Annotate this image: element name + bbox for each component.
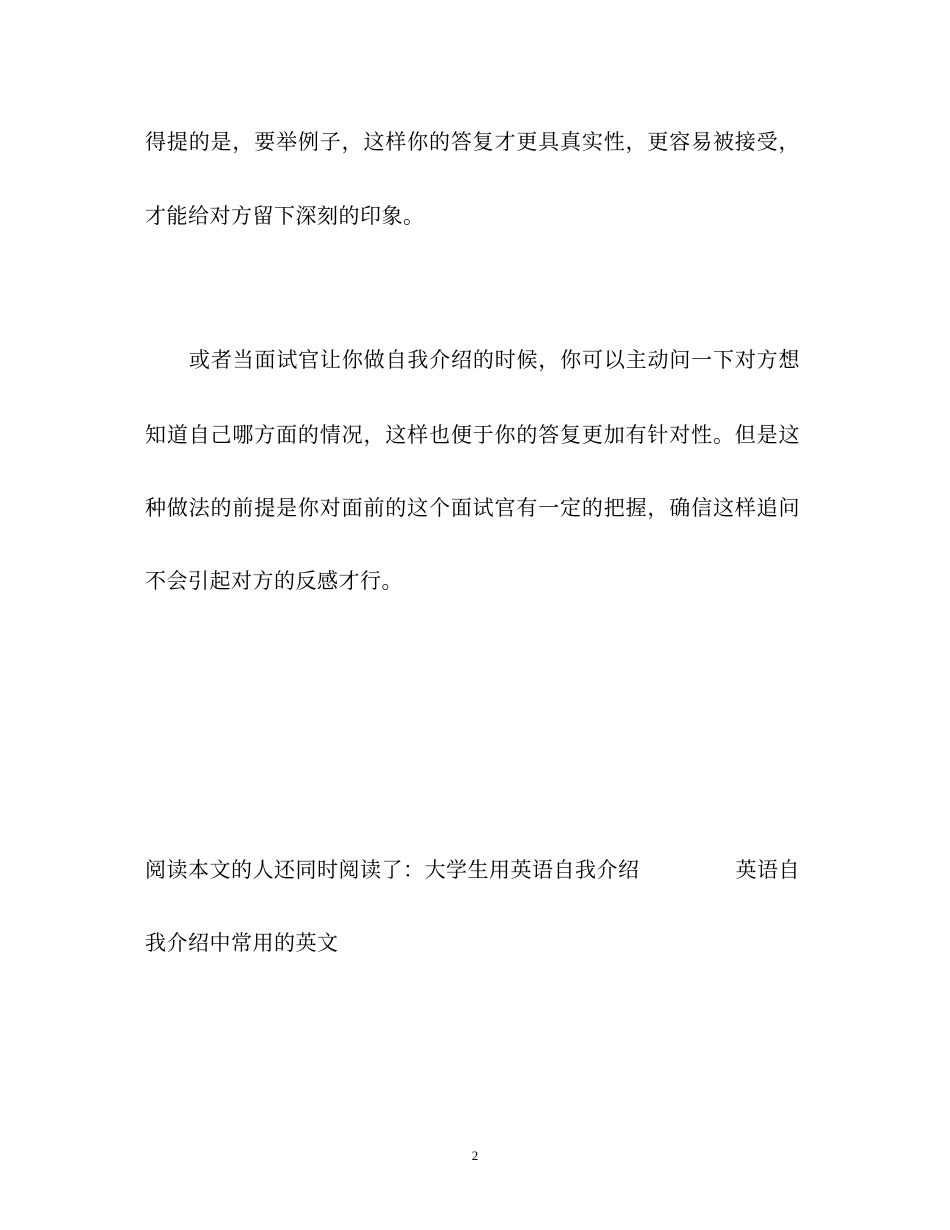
related-reading-line-1 (145, 856, 800, 884)
paragraph-2-line-1: 或者当面试官让你做自我介绍的时候，你可以主动问一下对方想 (189, 348, 800, 372)
related-reading-line-2[interactable]: 我介绍中常用的英文 (145, 931, 339, 955)
related-reading-group (145, 856, 640, 884)
paragraph-2-line-2: 知道自己哪方面的情况，这样也便于你的答复更加有针对性。但是这 (145, 423, 800, 447)
related-link-2-part-1[interactable]: 英语自 (735, 858, 800, 882)
page-number: 2 (471, 1148, 479, 1163)
related-link-1[interactable]: 大学生用英语自我介绍 (424, 858, 640, 882)
paragraph-1-line-2: 才能给对方留下深刻的印象。 (145, 204, 425, 228)
related-reading-prefix: 阅读本文的人还同时阅读了： (145, 858, 425, 882)
paragraph-2-line-4: 不会引起对方的反感才行。 (145, 569, 403, 593)
paragraph-2-line-3: 种做法的前提是你对面前的这个面试官有一定的把握，确信这样追问 (145, 496, 800, 520)
paragraph-1-line-1: 得提的是，要举例子，这样你的答复才更具真实性，更容易被接受， (145, 130, 800, 154)
